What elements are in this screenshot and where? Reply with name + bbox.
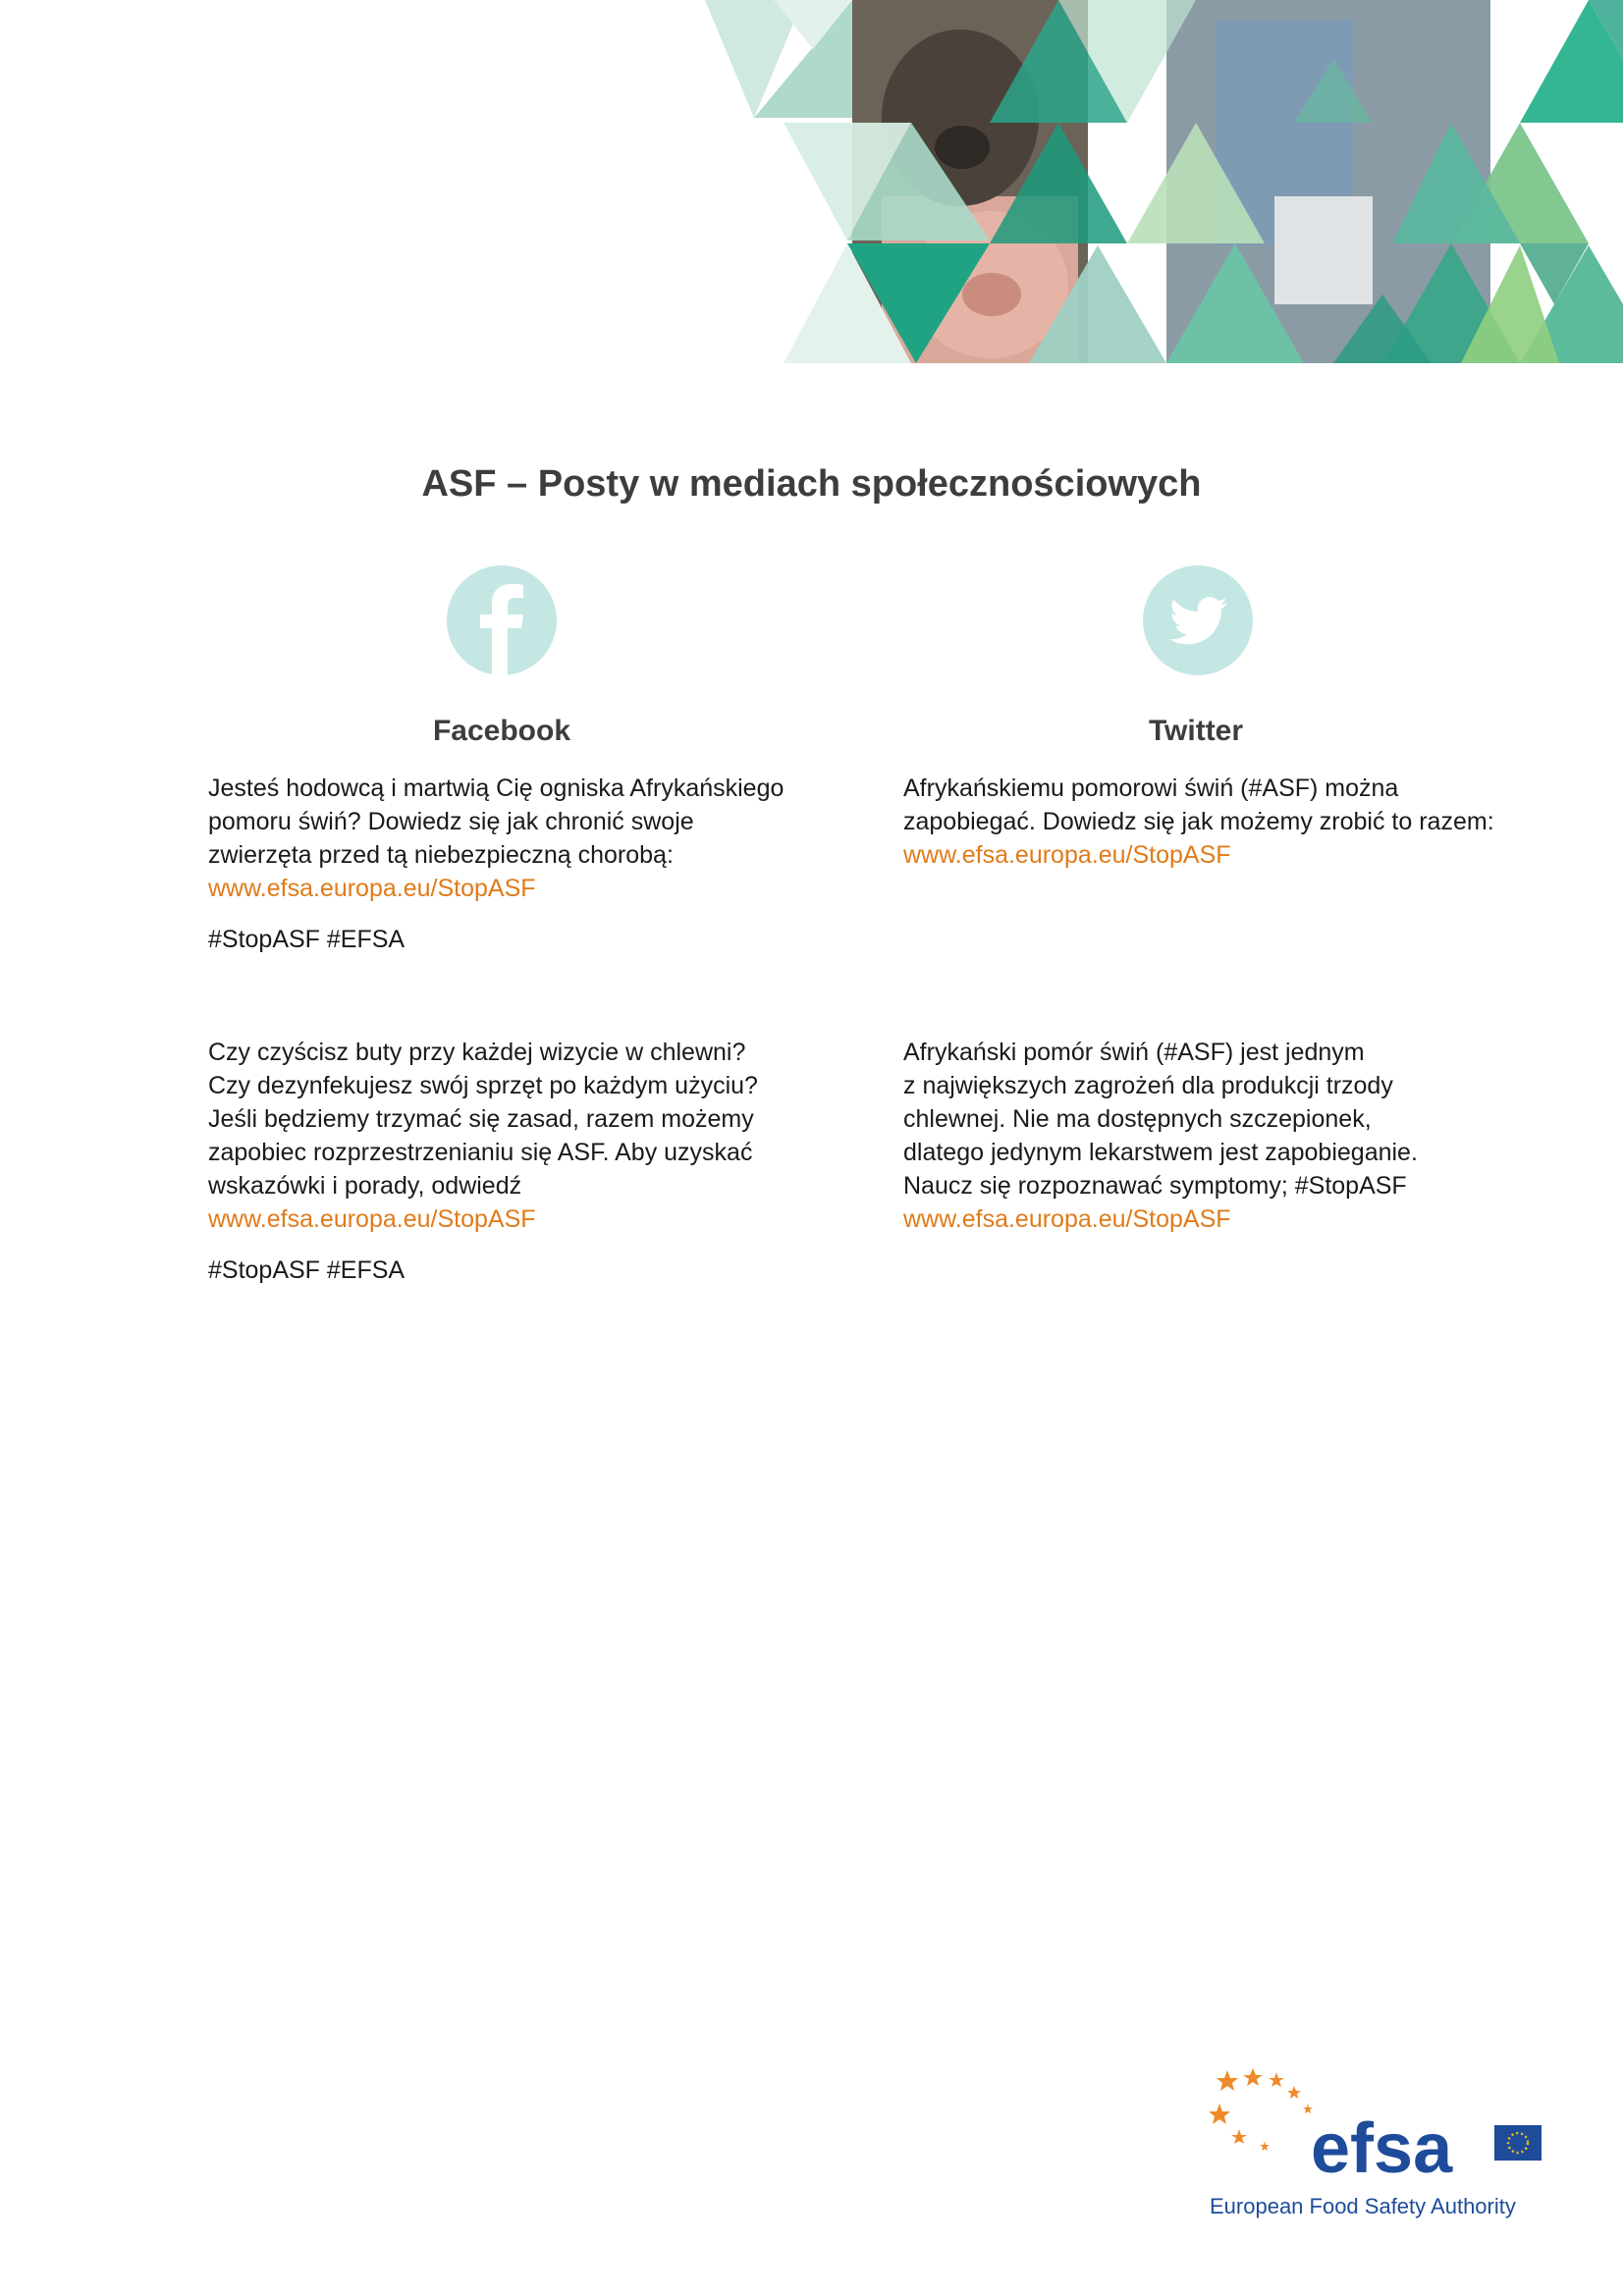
- facebook-post-1: [208, 772, 784, 956]
- post-line: zapobiegać. Dowiedz się jak możemy zrobić to razem:: [903, 808, 1494, 835]
- post-line: Afrykański pomór świń (#ASF) jest jednym: [903, 1039, 1365, 1066]
- post-line: Czy czyścisz buty przy każdej wizycie w chlewni?: [208, 1039, 746, 1066]
- logo-tagline: European Food Safety Authority: [1210, 2194, 1516, 2218]
- efsa-link[interactable]: www.efsa.europa.eu/StopASF: [903, 1205, 1231, 1233]
- page-title: ASF – Posty w mediach społecznościowych: [421, 463, 1202, 505]
- eu-flag-icon: [1494, 2125, 1542, 2161]
- post-line: Czy dezynfekujesz swój sprzęt po każdym użyciu?: [208, 1072, 758, 1099]
- post-line: zapobiec rozprzestrzenianiu się ASF. Aby uzyskać: [208, 1139, 753, 1166]
- post-line: wskazówki i porady, odwiedź: [208, 1172, 522, 1200]
- efsa-logo: [1210, 2064, 1548, 2231]
- post-line: Jeśli będziemy trzymać się zasad, razem możemy: [208, 1105, 754, 1133]
- twitter-post-2: [903, 1036, 1418, 1236]
- efsa-link[interactable]: www.efsa.europa.eu/StopASF: [208, 1205, 536, 1233]
- post-line: Jesteś hodowcą i martwią Cię ogniska Afrykańskiego: [208, 774, 784, 802]
- post-line: Naucz się rozpoznawać symptomy; #StopASF: [903, 1172, 1407, 1200]
- hashtags: #StopASF #EFSA: [208, 926, 406, 953]
- logo-wordmark: efsa: [1311, 2109, 1453, 2188]
- post-line: dlatego jedynym lekarstwem jest zapobieganie.: [903, 1139, 1418, 1166]
- post-line: z największych zagrożeń dla produkcji trzody: [903, 1072, 1393, 1099]
- efsa-link[interactable]: www.efsa.europa.eu/StopASF: [903, 841, 1231, 869]
- twitter-icon: [1143, 565, 1253, 675]
- twitter-post-1: [903, 772, 1494, 872]
- post-line: pomoru świń? Dowiedz się jak chronić swoje: [208, 808, 694, 835]
- facebook-icon: [447, 565, 557, 675]
- hashtags: #StopASF #EFSA: [208, 1256, 406, 1284]
- header-banner-mosaic: [705, 0, 1623, 363]
- post-line: Afrykańskiemu pomorowi świń (#ASF) można: [903, 774, 1399, 802]
- post-line: chlewnej. Nie ma dostępnych szczepionek,: [903, 1105, 1372, 1133]
- facebook-post-2: [208, 1036, 758, 1287]
- twitter-heading: Twitter: [1148, 715, 1244, 747]
- facebook-heading: Facebook: [432, 715, 571, 747]
- post-line: zwierzęta przed tą niebezpieczną chorobą:: [208, 841, 674, 869]
- efsa-link[interactable]: www.efsa.europa.eu/StopASF: [208, 875, 536, 902]
